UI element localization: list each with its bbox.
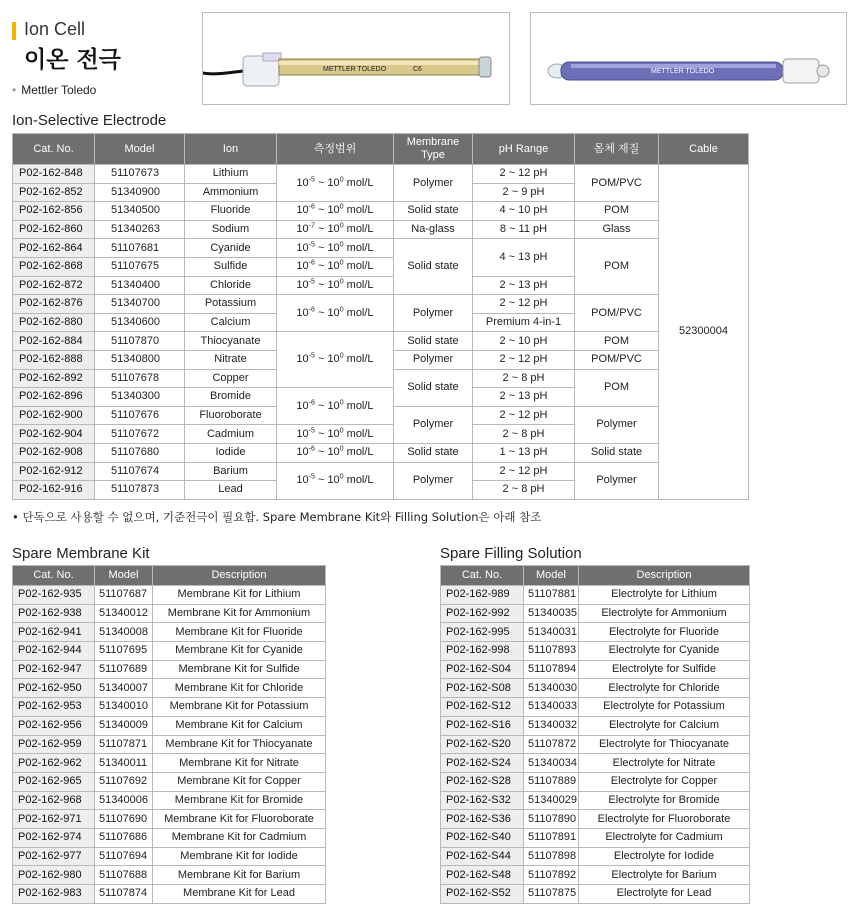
ion: Sodium: [185, 220, 277, 239]
table-row: [13, 239, 749, 258]
model: 51107687: [95, 586, 153, 605]
page-title-ko: 이온 전극: [24, 47, 121, 73]
model: 51107673: [95, 165, 185, 184]
model: 51107680: [95, 443, 185, 462]
model: 51107690: [95, 810, 153, 829]
header-model: Model: [95, 566, 153, 586]
description: Electrolyte for Sulfide: [579, 660, 750, 679]
cat-no: P02-162-S24: [441, 754, 524, 773]
table-row: [441, 679, 750, 698]
description: Membrane Kit for Lead: [153, 885, 326, 904]
description: Membrane Kit for Chloride: [153, 679, 326, 698]
cat-no: P02-162-892: [13, 369, 95, 388]
ion: Lithium: [185, 165, 277, 184]
ion: Fluoride: [185, 202, 277, 221]
membrane-cell: Polymer: [394, 406, 473, 443]
model: 51340300: [95, 388, 185, 407]
table-row: [441, 847, 750, 866]
description: Electrolyte for Iodide: [579, 847, 750, 866]
model: 51107890: [524, 810, 579, 829]
header-range: 측정범위: [277, 134, 394, 165]
model: 51340900: [95, 183, 185, 202]
description: Electrolyte for Ammonium: [579, 604, 750, 623]
cat-no: P02-162-872: [13, 276, 95, 295]
cat-no: P02-162-S12: [441, 698, 524, 717]
cat-no: P02-162-995: [441, 623, 524, 642]
ion: Iodide: [185, 443, 277, 462]
range-cell: $10^{-5}$ ~ $10^0$ mol/L: [277, 332, 394, 388]
range-cell: $10^{-5}$ ~ $10^0$ mol/L: [277, 165, 394, 202]
model: 51340263: [95, 220, 185, 239]
membrane-kit-header-row: [13, 566, 326, 586]
description: Membrane Kit for Lithium: [153, 586, 326, 605]
cat-no: P02-162-S44: [441, 847, 524, 866]
table-row: [13, 443, 749, 462]
ise-header-row: [13, 134, 749, 165]
ph-cell: 4 ~ 10 pH: [473, 202, 575, 221]
model: 51340010: [95, 698, 153, 717]
range-cell: $10^{-5}$ ~ $10^0$ mol/L: [277, 276, 394, 295]
description: Membrane Kit for Sulfide: [153, 660, 326, 679]
membrane-cell: Solid state: [394, 202, 473, 221]
model: 51107686: [95, 828, 153, 847]
table-row: [441, 642, 750, 661]
electrode-illustration-2: [531, 13, 846, 104]
cat-no: P02-162-860: [13, 220, 95, 239]
model: 51107889: [524, 772, 579, 791]
cat-no: P02-162-896: [13, 388, 95, 407]
table-row: [441, 623, 750, 642]
usage-note: • 단독으로 사용할 수 없으며, 기준전극이 필요함. Spare Membrane Kit와 Filling Solution은 아래 참조: [12, 510, 542, 524]
cat-no: P02-162-941: [13, 623, 95, 642]
model: 51340032: [524, 716, 579, 735]
ph-cell: 2 ~ 12 pH: [473, 295, 575, 314]
table-row: [13, 660, 326, 679]
table-row: [441, 772, 750, 791]
table-row: [441, 810, 750, 829]
membrane-cell: Polymer: [394, 295, 473, 332]
filling-solution-table: [440, 565, 750, 904]
ph-cell: 4 ~ 13 pH: [473, 239, 575, 276]
table-row: [13, 295, 749, 314]
header-model: Model: [524, 566, 579, 586]
cat-no: P02-162-S32: [441, 791, 524, 810]
cat-no: P02-162-950: [13, 679, 95, 698]
ion: Calcium: [185, 313, 277, 332]
ph-cell: 2 ~ 12 pH: [473, 350, 575, 369]
range-cell: $10^{-6}$ ~ $10^0$ mol/L: [277, 295, 394, 332]
ion: Sulfide: [185, 257, 277, 276]
range-cell: $10^{-6}$ ~ $10^0$ mol/L: [277, 443, 394, 462]
cat-no: P02-162-956: [13, 716, 95, 735]
header-body: 몸체 재질: [575, 134, 659, 165]
table-row: [13, 679, 326, 698]
ph-cell: 2 ~ 12 pH: [473, 165, 575, 184]
model: 51107675: [95, 257, 185, 276]
cat-no: P02-162-S04: [441, 660, 524, 679]
body-cell: POM: [575, 239, 659, 295]
page-title-en: Ion Cell: [24, 19, 86, 39]
table-row: [13, 716, 326, 735]
title-accent-bar: [12, 22, 16, 40]
description: Electrolyte for Chloride: [579, 679, 750, 698]
table-row: [13, 462, 749, 481]
cat-no: P02-162-947: [13, 660, 95, 679]
model: 51340029: [524, 791, 579, 810]
cat-no: P02-162-998: [441, 642, 524, 661]
model: 51107873: [95, 481, 185, 500]
cat-no: P02-162-959: [13, 735, 95, 754]
cat-no: P02-162-965: [13, 772, 95, 791]
header-cat: Cat. No.: [13, 566, 95, 586]
description: Electrolyte for Thiocyanate: [579, 735, 750, 754]
model: 51107676: [95, 406, 185, 425]
range-cell: $10^{-5}$ ~ $10^0$ mol/L: [277, 462, 394, 499]
cat-no: P02-162-S16: [441, 716, 524, 735]
table-row: [13, 202, 749, 221]
svg-text:METTLER TOLEDO: METTLER TOLEDO: [323, 66, 387, 73]
description: Membrane Kit for Nitrate: [153, 754, 326, 773]
cat-no: P02-162-980: [13, 866, 95, 885]
model: 51107875: [524, 885, 579, 904]
body-cell: POM: [575, 369, 659, 406]
ion: Bromide: [185, 388, 277, 407]
description: Membrane Kit for Iodide: [153, 847, 326, 866]
header-description: Description: [153, 566, 326, 586]
model: 51107870: [95, 332, 185, 351]
description: Electrolyte for Copper: [579, 772, 750, 791]
description: Electrolyte for Fluoride: [579, 623, 750, 642]
range-cell: $10^{-5}$ ~ $10^0$ mol/L: [277, 425, 394, 444]
svg-text:C6: C6: [413, 66, 422, 73]
header-membrane: Membrane Type: [394, 134, 473, 165]
table-row: [441, 586, 750, 605]
cat-no: P02-162-880: [13, 313, 95, 332]
cat-no: P02-162-971: [13, 810, 95, 829]
ph-cell: 2 ~ 9 pH: [473, 183, 575, 202]
model: 51107898: [524, 847, 579, 866]
ph-cell: 2 ~ 12 pH: [473, 462, 575, 481]
ion: Cyanide: [185, 239, 277, 258]
description: Electrolyte for Bromide: [579, 791, 750, 810]
product-photo-1: [202, 12, 510, 105]
table-row: [441, 604, 750, 623]
table-row: [441, 735, 750, 754]
body-cell: Solid state: [575, 443, 659, 462]
model: 51107688: [95, 866, 153, 885]
model: 51340034: [524, 754, 579, 773]
cat-no: P02-162-848: [13, 165, 95, 184]
ph-cell: Premium 4-in-1: [473, 313, 575, 332]
table-row: [441, 791, 750, 810]
cat-no: P02-162-916: [13, 481, 95, 500]
membrane-cell: Solid state: [394, 369, 473, 406]
svg-text:METTLER TOLEDO: METTLER TOLEDO: [651, 68, 715, 75]
model: 51107893: [524, 642, 579, 661]
body-cell: POM: [575, 202, 659, 221]
table-row: [13, 772, 326, 791]
cat-no: P02-162-884: [13, 332, 95, 351]
table-row: [13, 885, 326, 904]
description: Membrane Kit for Potassium: [153, 698, 326, 717]
description: Membrane Kit for Calcium: [153, 716, 326, 735]
table-row: [441, 716, 750, 735]
table-row: [441, 754, 750, 773]
model: 51340035: [524, 604, 579, 623]
ph-cell: 2 ~ 10 pH: [473, 332, 575, 351]
membrane-cell: Solid state: [394, 443, 473, 462]
cat-no: P02-162-968: [13, 791, 95, 810]
description: Membrane Kit for Thiocyanate: [153, 735, 326, 754]
model: 51340008: [95, 623, 153, 642]
description: Membrane Kit for Bromide: [153, 791, 326, 810]
membrane-cell: Polymer: [394, 350, 473, 369]
description: Membrane Kit for Cadmium: [153, 828, 326, 847]
model: 51340033: [524, 698, 579, 717]
table-row: [13, 332, 749, 351]
cat-no: P02-162-S48: [441, 866, 524, 885]
model: 51107881: [524, 586, 579, 605]
model: 51107874: [95, 885, 153, 904]
cat-no: P02-162-962: [13, 754, 95, 773]
body-cell: POM: [575, 332, 659, 351]
model: 51340009: [95, 716, 153, 735]
cat-no: P02-162-S36: [441, 810, 524, 829]
description: Electrolyte for Potassium: [579, 698, 750, 717]
range-cell: $10^{-5}$ ~ $10^0$ mol/L: [277, 239, 394, 258]
model: 51340700: [95, 295, 185, 314]
section-title-filling-solution: Spare Filling Solution: [440, 545, 582, 562]
body-cell: Polymer: [575, 406, 659, 443]
cat-no: P02-162-888: [13, 350, 95, 369]
cat-no: P02-162-912: [13, 462, 95, 481]
description: Membrane Kit for Cyanide: [153, 642, 326, 661]
model: 51107695: [95, 642, 153, 661]
description: Electrolyte for Cadmium: [579, 828, 750, 847]
cat-no: P02-162-908: [13, 443, 95, 462]
electrode-illustration-1: [203, 13, 509, 104]
model: 51340011: [95, 754, 153, 773]
membrane-cell: Solid state: [394, 332, 473, 351]
model: 51107681: [95, 239, 185, 258]
table-row: [441, 698, 750, 717]
table-row: [13, 698, 326, 717]
body-cell: POM/PVC: [575, 165, 659, 202]
description: Electrolyte for Nitrate: [579, 754, 750, 773]
range-cell: $10^{-6}$ ~ $10^0$ mol/L: [277, 257, 394, 276]
header-ion: Ion: [185, 134, 277, 165]
body-cell: Glass: [575, 220, 659, 239]
cable-cell: 52300004: [659, 165, 749, 500]
section-title-ise: Ion-Selective Electrode: [12, 112, 167, 129]
cat-no: P02-162-938: [13, 604, 95, 623]
table-row: [441, 828, 750, 847]
model: 51107694: [95, 847, 153, 866]
table-row: [13, 754, 326, 773]
body-cell: POM/PVC: [575, 350, 659, 369]
filling-header-row: [441, 566, 750, 586]
cat-no: P02-162-953: [13, 698, 95, 717]
table-row: [13, 791, 326, 810]
description: Membrane Kit for Copper: [153, 772, 326, 791]
membrane-cell: Polymer: [394, 165, 473, 202]
description: Membrane Kit for Ammonium: [153, 604, 326, 623]
ph-cell: 2 ~ 8 pH: [473, 425, 575, 444]
header-cat: Cat. No.: [441, 566, 524, 586]
description: Membrane Kit for Barium: [153, 866, 326, 885]
membrane-cell: Solid state: [394, 239, 473, 295]
manufacturer: • Mettler Toledo: [12, 83, 97, 97]
ph-cell: 1 ~ 13 pH: [473, 443, 575, 462]
header-model: Model: [95, 134, 185, 165]
model: 51107872: [524, 735, 579, 754]
table-row: [13, 810, 326, 829]
cat-no: P02-162-900: [13, 406, 95, 425]
header-cat: Cat. No.: [13, 134, 95, 165]
cat-no: P02-162-868: [13, 257, 95, 276]
range-cell: $10^{-6}$ ~ $10^0$ mol/L: [277, 388, 394, 425]
cat-no: P02-162-876: [13, 295, 95, 314]
table-row: [13, 586, 326, 605]
model: 51107672: [95, 425, 185, 444]
cat-no: P02-162-S52: [441, 885, 524, 904]
cat-no: P02-162-856: [13, 202, 95, 221]
model: 51107678: [95, 369, 185, 388]
table-row: [441, 660, 750, 679]
description: Membrane Kit for Fluoride: [153, 623, 326, 642]
header-cable: Cable: [659, 134, 749, 165]
membrane-cell: Na-glass: [394, 220, 473, 239]
table-row: [13, 642, 326, 661]
cat-no: P02-162-864: [13, 239, 95, 258]
cat-no: P02-162-904: [13, 425, 95, 444]
model: 51340012: [95, 604, 153, 623]
ion: Lead: [185, 481, 277, 500]
ion: Chloride: [185, 276, 277, 295]
ph-cell: 2 ~ 8 pH: [473, 369, 575, 388]
model: 51107689: [95, 660, 153, 679]
range-cell: $10^{-6}$ ~ $10^0$ mol/L: [277, 202, 394, 221]
section-title-membrane-kit: Spare Membrane Kit: [12, 545, 150, 562]
cat-no: P02-162-992: [441, 604, 524, 623]
cat-no: P02-162-974: [13, 828, 95, 847]
model: 51340006: [95, 791, 153, 810]
model: 51107871: [95, 735, 153, 754]
ph-cell: 2 ~ 12 pH: [473, 406, 575, 425]
table-row: [13, 847, 326, 866]
table-row: [13, 220, 749, 239]
model: 51107692: [95, 772, 153, 791]
manufacturer-label: Mettler Toledo: [21, 83, 97, 97]
cat-no: P02-162-S40: [441, 828, 524, 847]
ion: Copper: [185, 369, 277, 388]
description: Electrolyte for Lead: [579, 885, 750, 904]
ph-cell: 2 ~ 13 pH: [473, 388, 575, 407]
model: 51340031: [524, 623, 579, 642]
ion: Nitrate: [185, 350, 277, 369]
model: 51340600: [95, 313, 185, 332]
product-photo-2: [530, 12, 847, 105]
body-cell: POM/PVC: [575, 295, 659, 332]
ph-cell: 2 ~ 8 pH: [473, 481, 575, 500]
table-row: [441, 866, 750, 885]
cat-no: P02-162-S20: [441, 735, 524, 754]
ion: Fluoroborate: [185, 406, 277, 425]
cat-no: P02-162-S28: [441, 772, 524, 791]
ph-cell: 2 ~ 13 pH: [473, 276, 575, 295]
membrane-kit-table: [12, 565, 326, 904]
table-row: [13, 604, 326, 623]
cat-no: P02-162-935: [13, 586, 95, 605]
description: Membrane Kit for Fluoroborate: [153, 810, 326, 829]
model: 51340030: [524, 679, 579, 698]
table-row: [13, 866, 326, 885]
model: 51107894: [524, 660, 579, 679]
range-cell: $10^{-7}$ ~ $10^0$ mol/L: [277, 220, 394, 239]
model: 51107891: [524, 828, 579, 847]
model: 51340500: [95, 202, 185, 221]
table-row: [441, 885, 750, 904]
header-ph: pH Range: [473, 134, 575, 165]
body-cell: Polymer: [575, 462, 659, 499]
model: 51340400: [95, 276, 185, 295]
table-row: [13, 735, 326, 754]
ise-table: [12, 133, 749, 500]
ion: Thiocyanate: [185, 332, 277, 351]
description: Electrolyte for Fluoroborate: [579, 810, 750, 829]
ion: Potassium: [185, 295, 277, 314]
description: Electrolyte for Barium: [579, 866, 750, 885]
ion: Ammonium: [185, 183, 277, 202]
ion: Barium: [185, 462, 277, 481]
description: Electrolyte for Lithium: [579, 586, 750, 605]
model: 51107674: [95, 462, 185, 481]
model: 51340800: [95, 350, 185, 369]
table-row: [13, 623, 326, 642]
cat-no: P02-162-989: [441, 586, 524, 605]
ion: Cadmium: [185, 425, 277, 444]
header-description: Description: [579, 566, 750, 586]
description: Electrolyte for Calcium: [579, 716, 750, 735]
ph-cell: 8 ~ 11 pH: [473, 220, 575, 239]
cat-no: P02-162-852: [13, 183, 95, 202]
description: Electrolyte for Cyanide: [579, 642, 750, 661]
table-row: [13, 828, 326, 847]
table-row: [13, 165, 749, 184]
cat-no: P02-162-983: [13, 885, 95, 904]
cat-no: P02-162-977: [13, 847, 95, 866]
model: 51107892: [524, 866, 579, 885]
model: 51340007: [95, 679, 153, 698]
membrane-cell: Polymer: [394, 462, 473, 499]
cat-no: P02-162-S08: [441, 679, 524, 698]
cat-no: P02-162-944: [13, 642, 95, 661]
